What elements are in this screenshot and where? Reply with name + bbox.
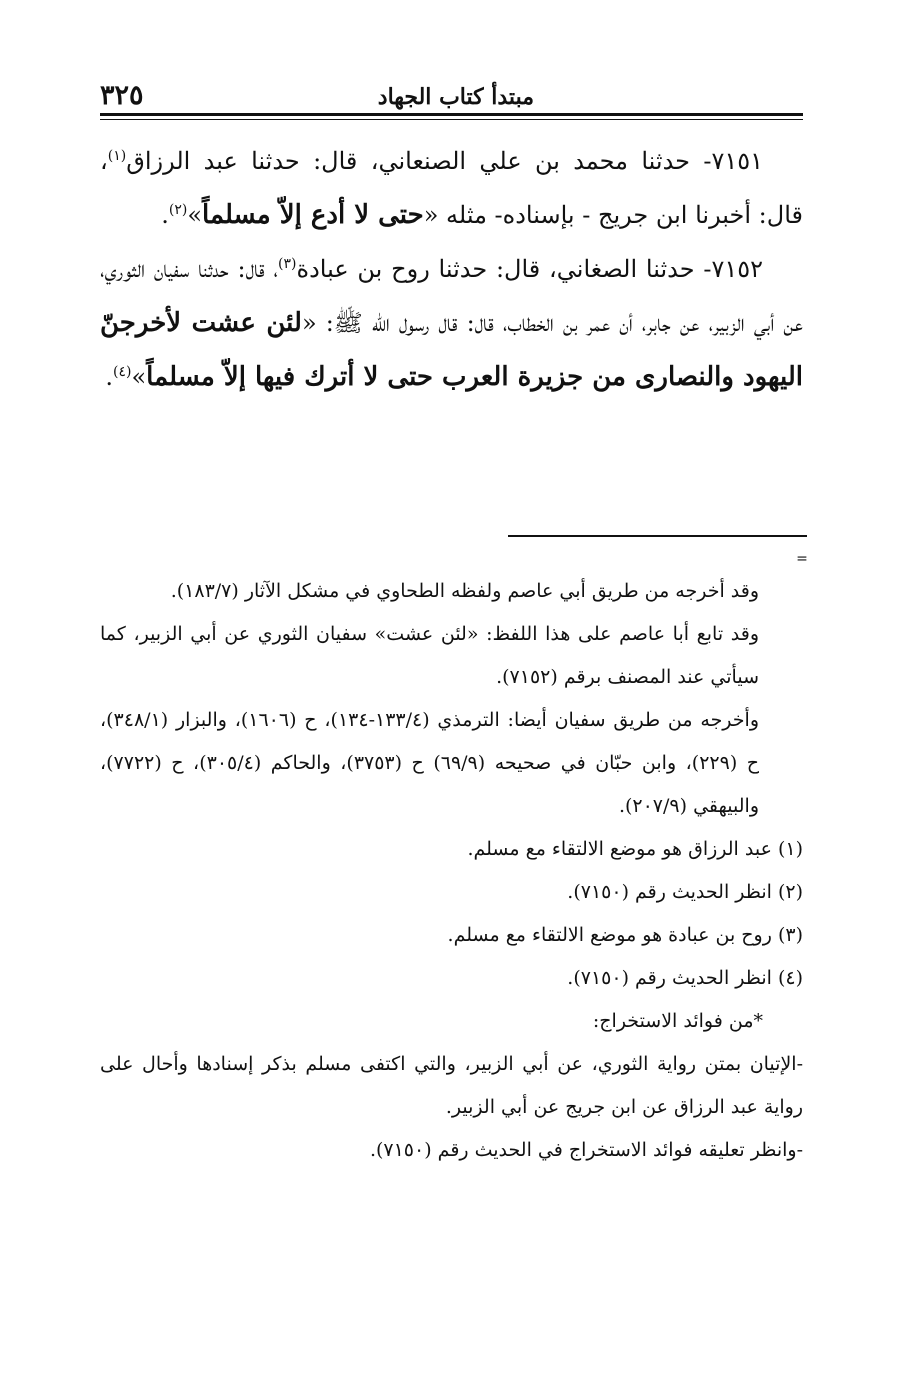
footnote-ref-2: (٢) <box>168 202 188 218</box>
running-title: مبتدأ كتاب الجهاد <box>377 84 534 110</box>
footnote-benefit-1: -الإتيان بمتن رواية الثوري، عن أبي الزبير، والتي اكتفى مسلم بذكر إسنادها وأحال على رواية عبد الرزاق عن ابن جريج عن أبي الزبير. <box>100 1053 803 1118</box>
footnote-3: (٣) روح بن عبادة هو موضع الالتقاء مع مسلم. <box>447 924 803 946</box>
footnote-benefits-heading: *من فوائد الاستخراج: <box>592 1010 763 1032</box>
continuation-mark: = <box>796 551 808 567</box>
footnote-ref-3: (٣) <box>278 256 297 272</box>
hadith-7152-matn: لئن عشت لأخرجنّ اليهود والنصارى من جزيرة العرب حتى لا أترك فيها إلاّ مسلماً <box>100 308 803 392</box>
header-rule-thick <box>100 113 803 116</box>
footnote-continued-1: وقد أخرجه من طريق أبي عاصم ولفظه الطحاوي في مشكل الآثار (١٨٣/٧). <box>170 580 759 602</box>
footnotes <box>100 570 803 1172</box>
footnote-4: (٤) انظر الحديث رقم (٧١٥٠). <box>567 967 803 989</box>
hadith-7151-matn: حتى لا أدع إلاّ مسلماً <box>202 200 424 230</box>
header-rule-thin <box>100 119 803 120</box>
footnote-continued-2: وقد تابع أبا عاصم على هذا اللفظ: «لئن عشت» سفيان الثوري عن أبي الزبير، كما سيأتي عند المصنف برقم (٧١٥٢). <box>100 623 759 688</box>
page-number: ٣٢٥ <box>100 80 144 111</box>
hadith-7152: ٧١٥٢- حدثنا الصغاني، قال: حدثنا روح بن عبادة$^{(٣)}$، قال: حدثنا سفيان الثوري، عن أبي الزبير، عن جابر، أن عمر بن الخطاب، قال: قال رسول الله ﷺ: «لئن عشت لأخرجنّ اليهود والنصارى من جزيرة العرب حتى لا أترك فيها إلاّ مسلماً»$^{(٤)}$. <box>100 255 803 392</box>
main-text <box>100 134 803 404</box>
footnote-ref-4: (٤) <box>113 364 132 380</box>
hadith-7151: ٧١٥١- حدثنا محمد بن علي الصنعاني، قال: حدثنا عبد الرزاق$^{(١)}$، قال: أخبرنا ابن جريج - بإسناده- مثله «حتى لا أدع إلاّ مسلماً»$^{(٢)}$. <box>100 147 803 230</box>
footnote-continued-3: وأخرجه من طريق سفيان أيضا: الترمذي (١٣٣/٤-١٣٤)، ح (١٦٠٦)، والبزار (٣٤٨/١)، ح (٢٢٩)، وابن حبّان في صحيحه (٦٩/٩) ح (٣٧٥٣)، والحاكم (٣٠٥/٤)، ح (٧٧٢٢)، والبيهقي (٢٠٧/٩). <box>100 709 760 817</box>
footnote-1: (١) عبد الرزاق هو موضع الالتقاء مع مسلم. <box>467 838 803 860</box>
footnote-2: (٢) انظر الحديث رقم (٧١٥٠). <box>567 881 803 903</box>
footnote-separator <box>508 535 807 537</box>
page-header <box>100 78 799 118</box>
footnote-benefit-2: -وانظر تعليقه فوائد الاستخراج في الحديث رقم (٧١٥٠). <box>369 1139 803 1161</box>
footnote-ref-1: (١) <box>107 148 127 164</box>
